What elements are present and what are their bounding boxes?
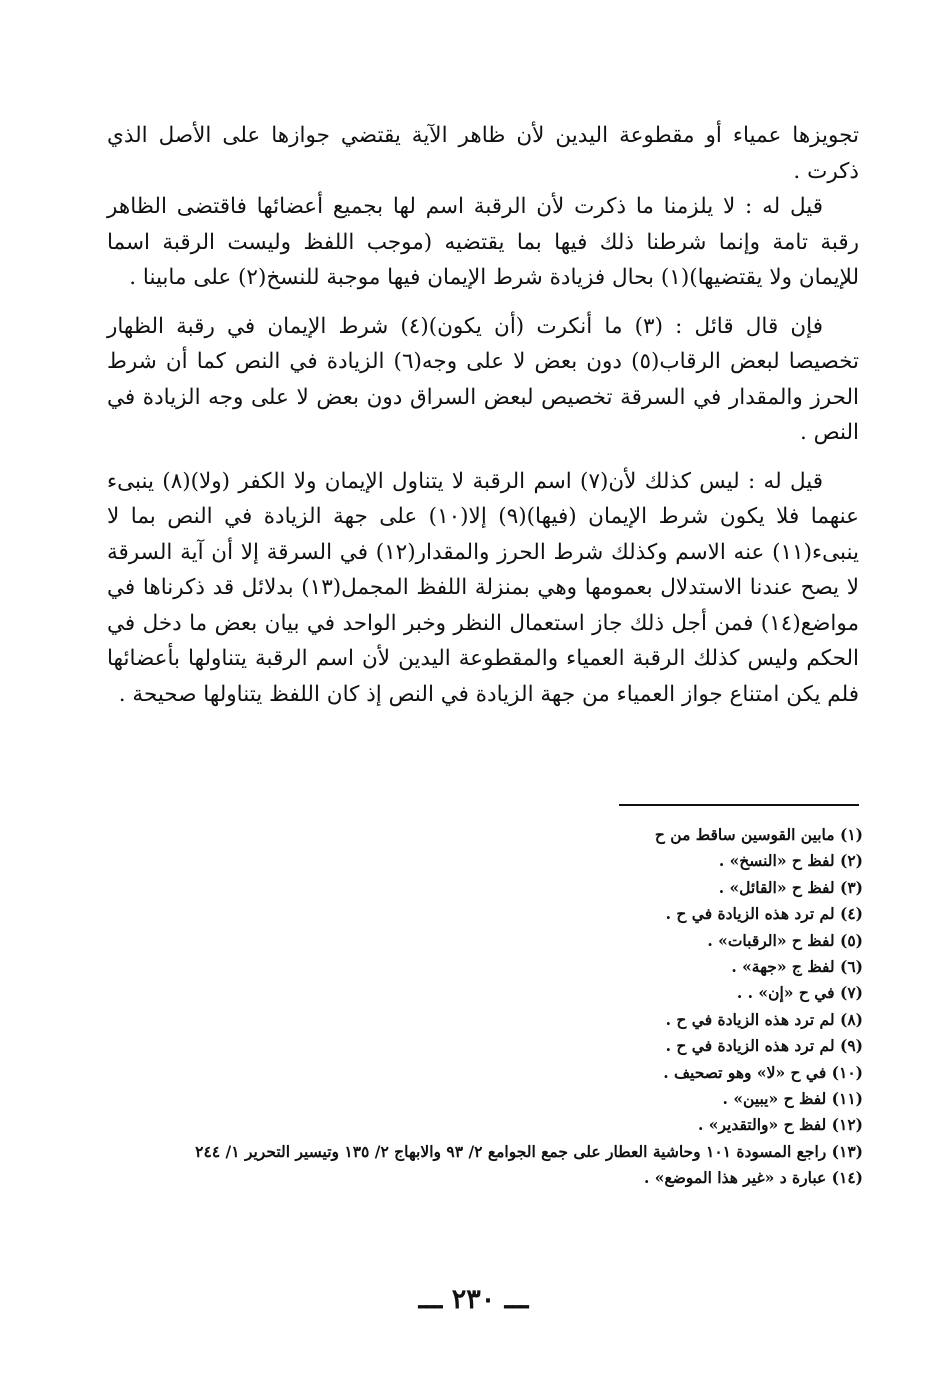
footnote-item: (٥) لفظ ح «الرقبات» .: [707, 930, 863, 950]
footnote-item: (٧) في ح «إن» . .: [736, 983, 863, 1003]
footnotes-list: [103, 822, 863, 1192]
footnote-item: (٩) لم ترد هذه الزيادة في ح .: [665, 1036, 863, 1056]
footnote-item: (٢) لفظ ح «النسخ» .: [718, 851, 863, 871]
footnote-item: (٤) لم ترد هذه الزيادة في ح .: [665, 904, 863, 924]
footnote-item: (١٣) راجع المسودة ١٠١ وحاشية العطار على جمع الجوامع ٢/ ٩٣ والابهاج ٢/ ١٣٥ وتيسير التحرير ١/ ٢٤٤: [195, 1141, 863, 1161]
footnote-item: (١٠) في ح «لا» وهو تصحيف .: [663, 1062, 863, 1082]
footnote-divider: [619, 804, 859, 806]
footnote-item: (١) مابين القوسين ساقط من ح: [654, 825, 863, 844]
paragraph-gap: [107, 451, 859, 464]
footnote-item: (١٤) عبارة د «غير هذا الموضع» .: [644, 1168, 863, 1188]
page-number: ـــ ٢٣٠ ـــ: [418, 1284, 529, 1315]
main-text: [107, 118, 859, 712]
paragraph-2: قيل له : لا يلزمنا ما ذكرت لأن الرقبة اسم لها بجميع أعضائها فاقتضى الظاهر رقبة تامة وإنما شرطنا ذلك فيها بما يقتضيه (موجب اللفظ وليست الرقبة اسما للإيمان ولا يقتضيها)(١) بحال فزيادة شرط الإيمان فيها موجبة للنسخ(٢) على مابينا .: [107, 194, 859, 290]
footnote-item: (٣) لفظ ح «القائل» .: [718, 877, 863, 897]
paragraph-gap: [107, 296, 859, 309]
footnote-item: (١٢) لفظ ح «والتقدير» .: [697, 1115, 863, 1135]
footnote-item: (٦) لفظ ج «جهة» .: [731, 957, 863, 977]
paragraph-4: قيل له : ليس كذلك لأن(٧) اسم الرقبة لا يتناول الإيمان ولا الكفر (ولا)(٨) ينبىء عنهما فلا يكون شرط الإيمان (فيها)(٩) إلا(١٠) على جهة الزيادة في النص بما لا ينبىء(١١) عنه الاسم وكذلك شرط الحرز والمقدار(١٢) في السرقة إلا أن آية السرقة لا يصح عندنا الاستدلال بعمومها وهي بمنزلة اللفظ المجمل(١٣) بدلائل قد ذكرناها في مواضع(١٤) فمن أجل ذلك جاز استعمال النظر وخبر الواحد في بيان بعض ما دخل في الحكم وليس كذلك الرقبة العمياء والمقطوعة اليدين لأن اسم الرقبة يتناولها بأعضائها فلم يكن امتناع جواز العمياء من جهة الزيادة في النص إذ كان اللفظ يتناولها صحيحة .: [107, 468, 859, 707]
paragraph-3: فإن قال قائل : (٣) ما أنكرت (أن يكون)(٤) شرط الإيمان في رقبة الظهار تخصيصا لبعض الرقاب(٥) دون بعض لا على وجه(٦) الزيادة في النص كما أن شرط الحرز والمقدار في السرقة تخصيص لبعض السراق دون بعض لا على وجه الزيادة في النص .: [107, 313, 859, 445]
footnote-item: (٨) لم ترد هذه الزيادة في ح .: [665, 1009, 863, 1029]
paragraph-1: تجويزها عمياء أو مقطوعة اليدين لأن ظاهر الآية يقتضي جوازها على الأصل الذي ذكرت .: [107, 123, 859, 184]
footnote-item: (١١) لفظ ح «يبين» .: [722, 1089, 863, 1109]
